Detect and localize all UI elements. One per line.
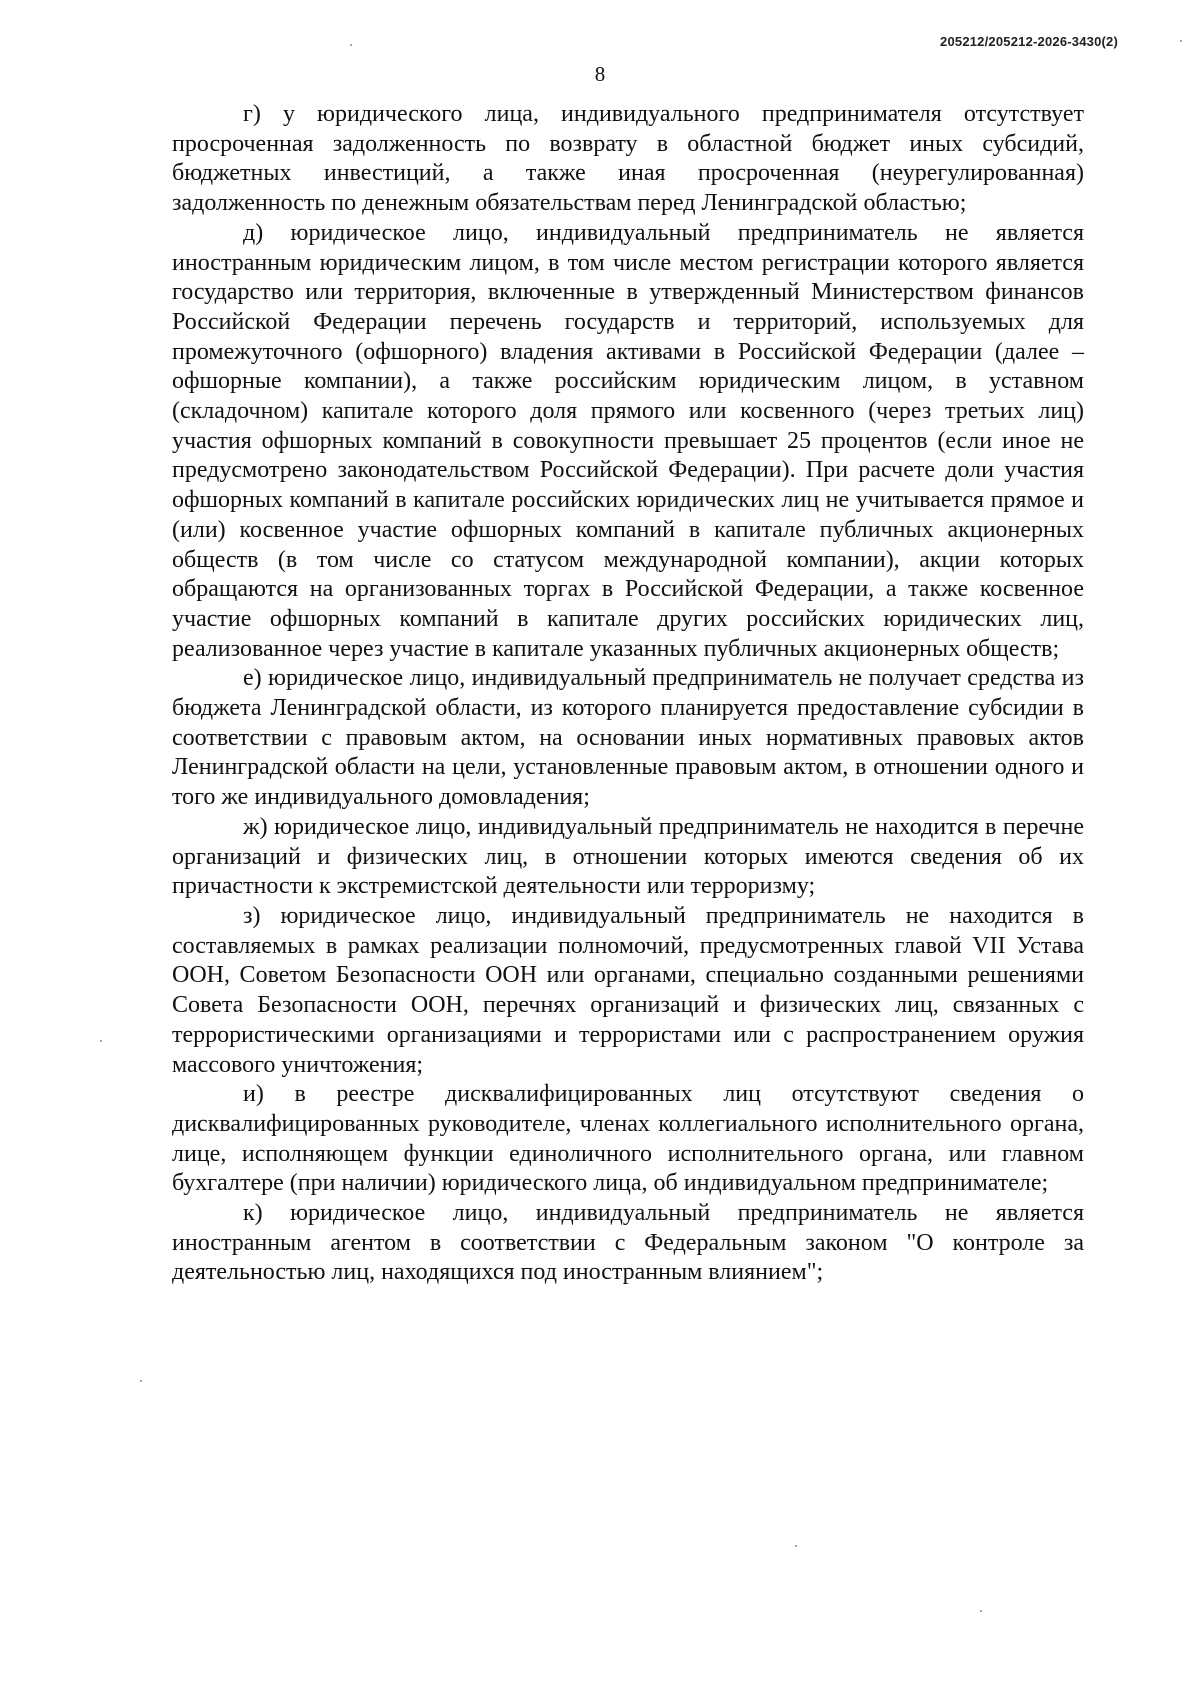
paragraph-z: з) юридическое лицо, индивидуальный предприниматель не находится в составляемых в рамках реализации полномочий, предусмотренных главой VII Устава ООН, Советом Безопасности ООН или органами, специально созданными решениями Совета Безопасности ООН, перечнях организаций и физических лиц, связанных с террористическими организациями и террористами или с распространением оружия массового уничтожения; — [172, 902, 1084, 1078]
scan-speck — [100, 1040, 102, 1042]
paragraph-zh: ж) юридическое лицо, индивидуальный предприниматель не находится в перечне организаций и физических лиц, в отношении которых имеются сведения об их причастности к экстремистской деятельности или терроризму; — [172, 813, 1084, 900]
paragraph-d: д) юридическое лицо, индивидуальный предприниматель не является иностранным юридическим лицом, в том числе местом регистрации которого является государство или территория, включенные в утвержденный Министерством финансов Российской Федерации перечень государств и территорий, используемых для промежуточного (офшорного) владения активами в Российской Федерации (далее – офшорные компании), а также российским юридическим лицом, в уставном (складочном) капитале которого доля прямого или косвенного (через третьих лиц) участия офшорных компаний в совокупности превышает 25 процентов (если иное не предусмотрено законодательством Российской Федерации). При расчете доли участия офшорных компаний в капитале российских юридических лиц не учитывается прямое и (или) косвенное участие офшорных компаний в капитале публичных акционерных обществ (в том числе со статусом международной компании), акции которых обращаются на организованных торгах в Российской Федерации, а также косвенное участие офшорных компаний в капитале других российских юридических лиц, реализованное через участие в капитале указанных публичных акционерных обществ; — [172, 219, 1084, 662]
scan-speck — [140, 1380, 142, 1382]
document-body — [172, 100, 1084, 1288]
paragraph-i: и) в реестре дисквалифицированных лиц отсутствуют сведения о дисквалифицированных руководителе, членах коллегиального исполнительного органа, лице, исполняющем функции единоличного исполнительного органа, или главном бухгалтере (при наличии) юридического лица, об индивидуальном предпринимателе; — [172, 1081, 1084, 1197]
document-id: 205212/205212-2026-3430(2) — [940, 34, 1118, 49]
page-number: 8 — [594, 62, 606, 86]
scan-speck — [980, 1610, 982, 1612]
scan-speck — [350, 44, 352, 46]
paragraph-e: е) юридическое лицо, индивидуальный предприниматель не получает средства из бюджета Ленинградской области, из которого планируется предоставление субсидии в соответствии с правовым актом, на основании иных нормативных правовых актов Ленинградской области на цели, установленные правовым актом, в отношении одного и того же индивидуального домовладения; — [172, 665, 1084, 811]
scan-speck — [1180, 40, 1182, 42]
scan-speck — [795, 1545, 797, 1547]
paragraph-g: г) у юридического лица, индивидуального предпринимателя отсутствует просроченная задолженность по возврату в областной бюджет иных субсидий, бюджетных инвестиций, а также иная просроченная (неурегулированная) задолженность по денежным обязательствам перед Ленинградской областью; — [172, 101, 1084, 217]
paragraph-k: к) юридическое лицо, индивидуальный предприниматель не является иностранным агентом в соответствии с Федеральным законом "О контроле за деятельностью лиц, находящихся под иностранным влиянием"; — [172, 1200, 1084, 1286]
